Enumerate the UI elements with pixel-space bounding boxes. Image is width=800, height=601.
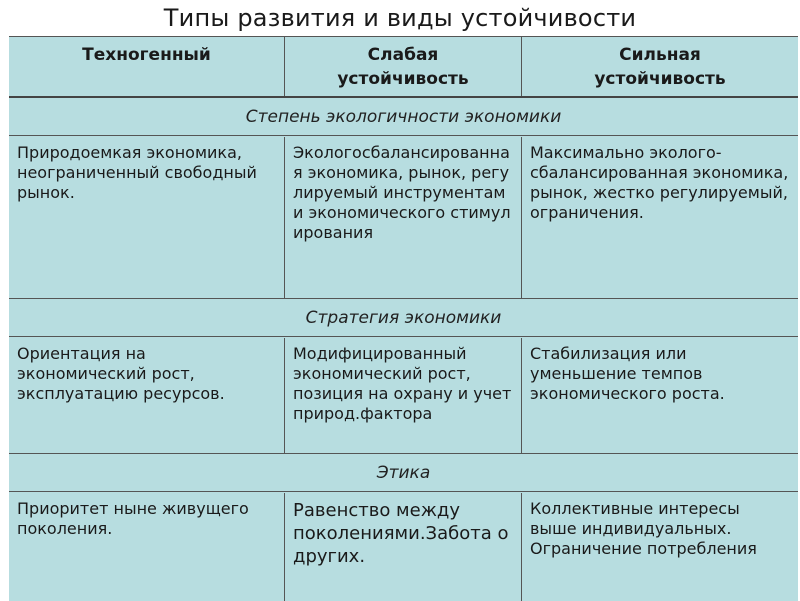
comparison-table [9,36,798,601]
table-cell: Модифицированный экономический рост, позиция на охрану и учет природ.фактора [284,338,521,453]
table-row [9,493,798,601]
table-cell: Природоемкая экономика, неограниченный свободный рынок. [17,143,257,202]
section-heading: Этика [9,454,798,492]
table-cell: Стабилизация или уменьшение темпов экономического роста. [521,338,798,453]
table-cell: Равенство между поколениями.Забота о других. [284,493,521,601]
column-header-weak-sustainability: Слабая устойчивость [284,37,521,96]
column-header-strong-sustainability: Сильная устойчивость [521,37,798,96]
table-cell: Ориентация на экономический рост, эксплуатацию ресурсов. [17,344,225,403]
section-heading: Стратегия экономики [9,299,798,337]
table-row [9,137,798,299]
column-header-technogenic: Техногенный [82,45,211,65]
table-cell: Максимально эколого-сбалансированная экономика, рынок, жестко регулируемый, ограничения. [521,137,798,298]
table-row [9,338,798,454]
section-heading: Степень экологичности экономики [9,98,798,136]
table-cell: Коллективные интересы выше индивидуальных. Ограничение потребления [521,493,798,601]
table-cell: Приоритет ныне живущего поколения. [17,499,249,538]
page-title: Типы развития и виды устойчивости [163,4,637,32]
table-cell: Экологосбалансированная экономика, рынок, регулируемый инструментами экономического стимулирования [284,137,521,298]
table-header-row [9,37,798,98]
